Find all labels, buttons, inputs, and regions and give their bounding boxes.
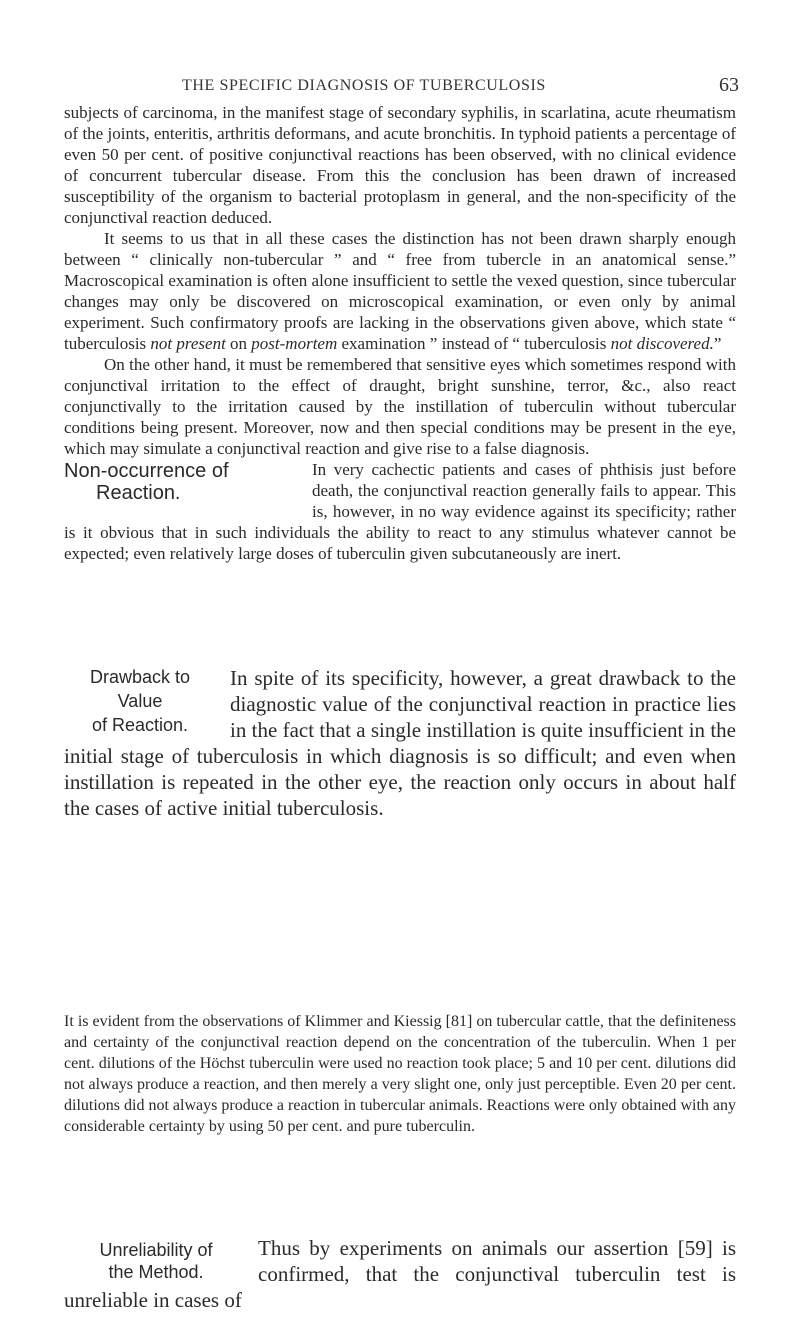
paragraph-sensitive-eyes: On the other hand, it must be remembered that sensitive eyes which sometimes respond with conjunctival irritation to the effect of draught, bright sunshine, terror, &c., also react conjunctivally to the irritation caused by the instillation of tuberculin without tubercular conditions being present. Moreover, now and then special conditions may be present in the eye, which may simulate a conjunctival reaction and give rise to a false diagnosis.	[64, 355, 736, 458]
paragraph-carcinoma: subjects of carcinoma, in the manifest stage of secondary syphilis, in scarlatina, acute rheumatism of the joints, enteritis, arthritis deformans, and acute bronchitis. In typhoid patients a percentage of even 50 per cent. of positive conjunctival reactions has been observed, with no clinical evidence of concurrent tubercular disease. From this the conclusion has been drawn of increased susceptibility of the organism to bacterial protoplasm in general, and the non-specificity of the conjunctival reaction deduced.	[64, 103, 736, 227]
paragraph-klimmer-kiessig: It is evident from the observations of Klimmer and Kiessig [81] on tubercular cattle, that the definiteness and certainty of the conjunctival reaction depend on the concentration of the tuberculin. When 1 per cent. dilutions of the Höchst tuberculin were used no reaction took place; 5 and 10 per cent. dilutions did not always produce a reaction, and then merely a very slight one, only just perceptible. Even 20 per cent. dilutions did not always produce a reaction in tubercular animals. Reactions were only obtained with any considerable certainty by using 50 per cent. and pure tuberculin.	[64, 1013, 736, 1135]
paragraph-cachectic-patients: Non-occurrence of Reaction. In very cachectic patients and cases of phthisis just before death, the conjunctival reaction generally fails to appear. This is, however, in no way evidence against its specificity; rather is it obvious that in such individuals the ability to react to any stimulus whatever cannot be expected; even relatively large doses of tuberculin given subcutaneously are inert.	[64, 460, 736, 563]
text-block-unreliability	[64, 1235, 736, 1313]
page-number: 63	[719, 74, 739, 96]
paragraph-drawback: Drawback to Value of Reaction. In spite of its specificity, however, a great drawback to the diagnostic value of the conjunctival reaction in practice lies in the fact that a single instillation is quite insufficient in the initial stage of tuberculosis in which diagnosis is so difficult; and even when instillation is repeated in the other eye, the reaction only occurs in about half the cases of active initial tuberculosis.	[64, 666, 736, 820]
running-head: THE SPECIFIC DIAGNOSIS OF TUBERCULOSIS	[182, 77, 546, 94]
emphasis-post-mortem: post-mortem	[251, 334, 338, 353]
emphasis-not-discovered: not discovered.	[610, 334, 714, 353]
emphasis-not-present: not present	[150, 334, 226, 353]
sidenote-non-occurrence: Non-occurrence of Reaction.	[64, 460, 229, 504]
sidenote-drawback: Drawback to Value of Reaction.	[89, 667, 191, 735]
text-block-klimmer	[64, 1011, 736, 1137]
sidenote-unreliability: Unreliability of the Method.	[99, 1240, 213, 1282]
text-block-upper	[64, 102, 736, 564]
text-block-drawback	[64, 665, 736, 821]
paragraph-unreliability: Unreliability of the Method. Thus by experiments on animals our assertion [59] is confirmed, that the conjunctival tuberculin test is unreliable in cases of	[64, 1236, 736, 1312]
paragraph-clinical-distinction: It seems to us that in all these cases the distinction has not been drawn sharply enough between “ clinically non-tubercular ” and “ free from tubercle in an anatomical sense.” Macroscopical examination is often alone insufficient to settle the vexed question, since tubercular changes may only be discovered on microscopical examination, or even only by animal experiment. Such confirmatory proofs are lacking in the observations given above, which state “ tuberculosis not present on post-mortem examination ” instead of “ tuberculosis not discovered.”	[64, 229, 736, 353]
